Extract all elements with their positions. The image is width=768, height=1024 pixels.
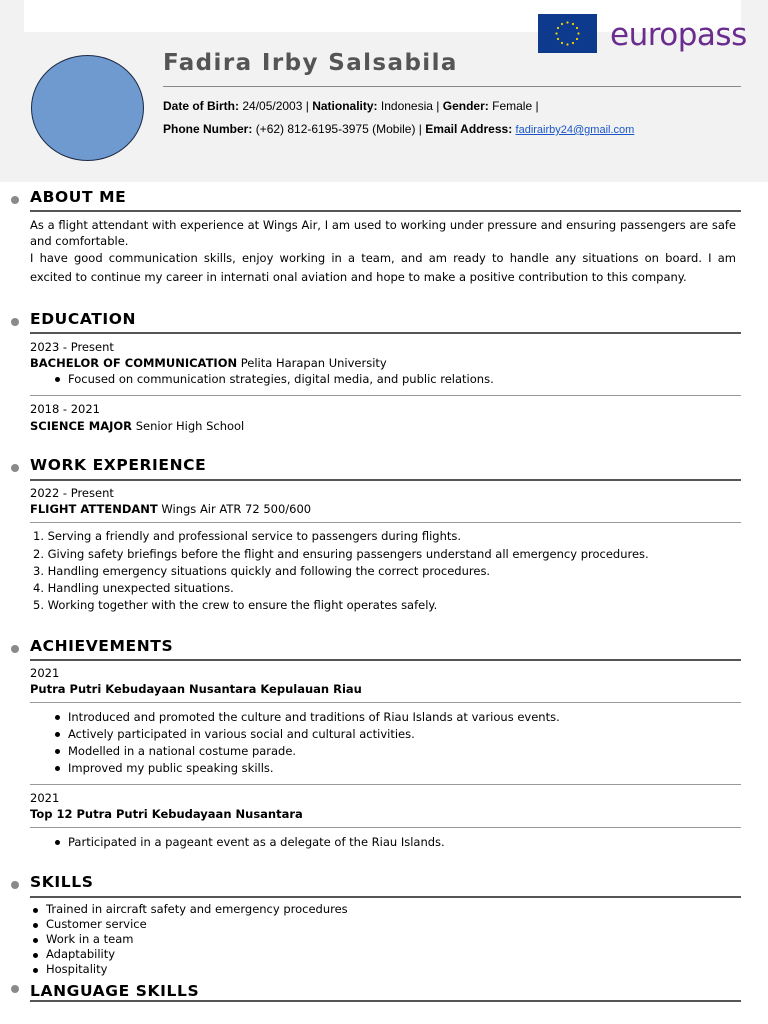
bullet-icon (33, 938, 38, 943)
achievement-bullet: Participated in a pageant event as a delegate of the Riau Islands. (68, 835, 445, 849)
section-divider (30, 332, 741, 334)
about-paragraph-2a: I have good communication skills, enjoy working in a team, and am ready to handle any situations on board. I am (30, 251, 736, 265)
email-label: Email Address: (425, 122, 513, 136)
edu-degree: BACHELOR OF COMMUNICATION (30, 356, 238, 370)
skill-item: Hospitality (46, 962, 108, 976)
duty-item: 1. Serving a friendly and professional service to passengers during flights. (33, 529, 462, 543)
bullet-icon (55, 377, 60, 382)
achievement-name: Putra Putri Kebudayaan Nusantara Kepulauan Riau (30, 682, 362, 696)
skill-item: Trained in aircraft safety and emergency procedures (46, 902, 348, 916)
separator: | (418, 122, 422, 136)
section-marker (11, 985, 19, 993)
contact-info-line (163, 122, 634, 136)
skill-item: Adaptability (46, 947, 116, 961)
work-role: FLIGHT ATTENDANT (30, 502, 158, 516)
email-link[interactable]: fadirairby24@gmail.com (515, 124, 635, 136)
duty-item: 5. Working together with the crew to ensure the flight operates safely. (33, 598, 438, 612)
section-divider (30, 896, 741, 898)
section-marker (11, 464, 19, 472)
achievement-year: 2021 (30, 791, 60, 805)
nationality-value: Indonesia (380, 99, 433, 113)
section-divider (30, 479, 741, 481)
name-divider (163, 86, 741, 87)
entry-divider (30, 395, 741, 396)
entry-divider (30, 784, 741, 785)
about-paragraph-2b: excited to continue my career in internati onal aviation and hope to make a positive contribution to this company. (30, 270, 687, 284)
work-dates: 2022 - Present (30, 486, 114, 500)
language-skills-title: LANGUAGE SKILLS (30, 982, 200, 1000)
dob-value: 24/05/2003 (242, 99, 303, 113)
separator: | (436, 99, 440, 113)
bullet-icon (33, 908, 38, 913)
eu-flag-icon (538, 14, 597, 53)
edu-dates: 2023 - Present (30, 340, 114, 354)
edu-school: Pelita Harapan University (240, 356, 387, 370)
edu-school: Senior High School (135, 419, 245, 433)
bullet-icon (55, 840, 60, 845)
edu-degree: SCIENCE MAJOR (30, 419, 133, 433)
candidate-name: Fadira Irby Salsabila (163, 50, 458, 76)
edu-bullet: Focused on communication strategies, digital media, and public relations. (68, 372, 494, 386)
duty-item: 4. Handling unexpected situations. (33, 581, 234, 595)
work-employer: Wings Air ATR 72 500/600 (161, 502, 312, 516)
achievement-bullet: Actively participated in various social and cultural activities. (68, 727, 415, 741)
skill-item: Work in a team (46, 932, 134, 946)
about-paragraph-1: As a flight attendant with experience at Wings Air, I am used to working under pressure and ensuring passengers are safe and comfortable. (30, 218, 736, 248)
separator: | (535, 99, 539, 113)
skill-item: Customer service (46, 917, 147, 931)
work-title: WORK EXPERIENCE (30, 456, 207, 474)
section-divider (30, 1000, 741, 1002)
achievement-bullet: Modelled in a national costume parade. (68, 744, 297, 758)
section-divider (30, 210, 741, 212)
achievement-name: Top 12 Putra Putri Kebudayaan Nusantara (30, 807, 303, 821)
achievements-title: ACHIEVEMENTS (30, 637, 174, 655)
work-entry (30, 502, 311, 516)
achievement-bullet: Introduced and promoted the culture and traditions of Riau Islands at various events. (68, 710, 560, 724)
nationality-label: Nationality: (312, 99, 378, 113)
duty-item: 2. Giving safety briefings before the flight and ensuring passengers understand all emergency procedures. (33, 547, 649, 561)
entry-divider (30, 522, 741, 523)
edu-entry (30, 419, 244, 433)
bullet-icon (55, 766, 60, 771)
section-marker (11, 318, 19, 326)
achievement-bullet: Improved my public speaking skills. (68, 761, 274, 775)
edu-entry (30, 356, 387, 370)
section-marker (11, 881, 19, 889)
gender-label: Gender: (442, 99, 489, 113)
gender-value: Female (492, 99, 533, 113)
entry-divider (30, 702, 741, 703)
section-marker (11, 196, 19, 204)
europass-logo: europass (610, 17, 747, 53)
bullet-icon (55, 715, 60, 720)
entry-divider (30, 827, 741, 828)
about-title: ABOUT ME (30, 188, 127, 206)
profile-photo (31, 55, 144, 161)
section-divider (30, 659, 741, 661)
edu-dates: 2018 - 2021 (30, 402, 100, 416)
duty-item: 3. Handling emergency situations quickly and following the correct procedures. (33, 564, 491, 578)
bullet-icon (55, 732, 60, 737)
bullet-icon (55, 749, 60, 754)
bullet-icon (33, 953, 38, 958)
phone-label: Phone Number: (163, 122, 253, 136)
bullet-icon (33, 968, 38, 973)
phone-value: (+62) 812-6195-3975 (Mobile) (255, 122, 416, 136)
personal-info-line (163, 99, 539, 113)
achievement-year: 2021 (30, 666, 60, 680)
education-title: EDUCATION (30, 310, 137, 328)
section-marker (11, 645, 19, 653)
skills-title: SKILLS (30, 873, 94, 891)
dob-label: Date of Birth: (163, 99, 239, 113)
bullet-icon (33, 923, 38, 928)
separator: | (305, 99, 309, 113)
